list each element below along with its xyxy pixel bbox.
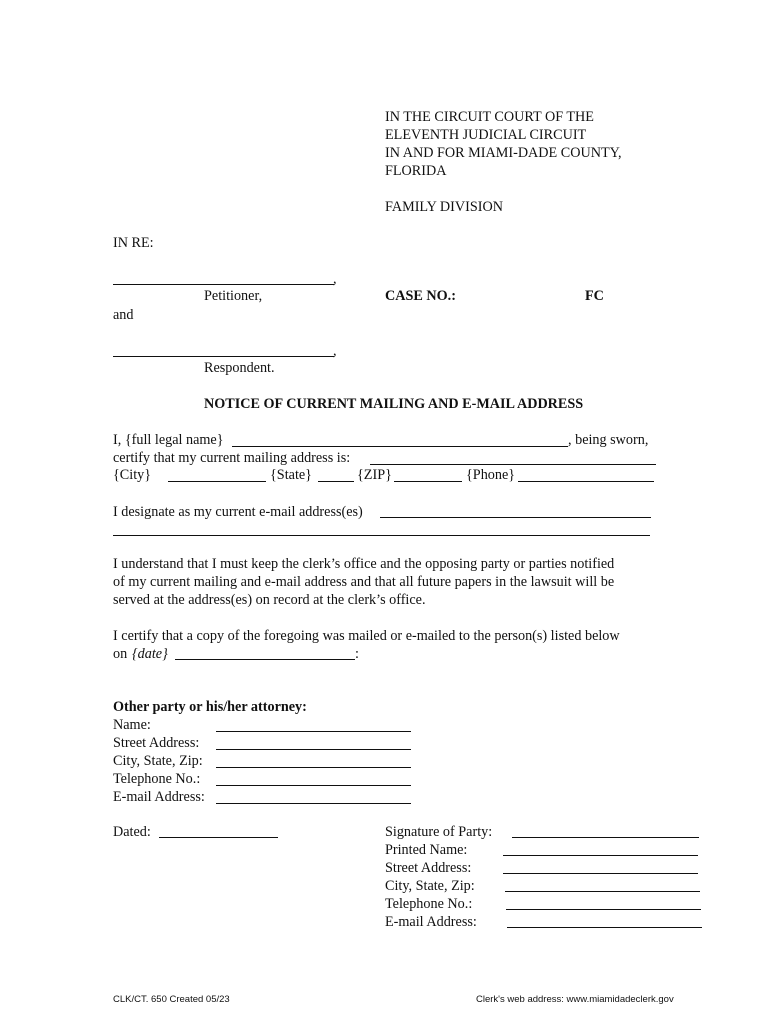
signature-telephone-field[interactable] [506, 909, 701, 910]
respondent-comma: , [333, 343, 337, 359]
mailing-address-label: certify that my current mailing address is: [113, 450, 351, 466]
email-field-line-1[interactable] [380, 517, 651, 518]
other-party-email-field[interactable] [216, 803, 411, 804]
printed-name-label: Printed Name: [385, 842, 468, 858]
case-no-label: CASE NO.: [385, 288, 456, 304]
email-field-line-2[interactable] [113, 535, 650, 536]
other-party-street-field[interactable] [216, 749, 411, 750]
respondent-name-field[interactable] [113, 356, 334, 357]
respondent-label: Respondent. [204, 360, 275, 376]
court-name-line-4: FLORIDA [385, 163, 447, 179]
and-label: and [113, 307, 134, 323]
other-party-street-label: Street Address: [113, 735, 200, 751]
zip-field[interactable] [394, 481, 462, 482]
document-title: NOTICE OF CURRENT MAILING AND E-MAIL ADDRESS [204, 396, 584, 412]
other-party-city-field[interactable] [216, 767, 411, 768]
division-label: FAMILY DIVISION [385, 199, 503, 215]
signature-email-field[interactable] [507, 927, 702, 928]
petitioner-comma: , [333, 271, 337, 287]
certify-colon: : [355, 646, 359, 662]
sworn-suffix: , being sworn, [568, 432, 649, 448]
petitioner-name-field[interactable] [113, 284, 334, 285]
city-label: {City} [113, 467, 152, 483]
zip-label: {ZIP} [357, 467, 392, 483]
printed-name-field[interactable] [503, 855, 698, 856]
in-re-label: IN RE: [113, 235, 154, 251]
other-party-telephone-label: Telephone No.: [113, 771, 201, 787]
case-type-suffix: FC [585, 288, 604, 304]
understand-line-1: I understand that I must keep the clerk’s office and the opposing party or parties notified [113, 556, 615, 572]
phone-label: {Phone} [466, 467, 516, 483]
dated-label: Dated: [113, 824, 151, 840]
signature-city-label: City, State, Zip: [385, 878, 475, 894]
other-party-name-label: Name: [113, 717, 151, 733]
signature-label: Signature of Party: [385, 824, 493, 840]
court-name-line-2: ELEVENTH JUDICIAL CIRCUIT [385, 127, 587, 143]
signature-street-field[interactable] [503, 873, 698, 874]
full-legal-name-field[interactable] [232, 446, 568, 447]
mailing-address-field[interactable] [370, 464, 656, 465]
certify-date-field[interactable] [175, 659, 355, 660]
other-party-name-field[interactable] [216, 731, 411, 732]
sworn-name-prefix: I, {full legal name} [113, 432, 224, 448]
court-name-line-3: IN AND FOR MIAMI-DADE COUNTY, [385, 145, 622, 161]
other-party-city-label: City, State, Zip: [113, 753, 203, 769]
signature-city-field[interactable] [505, 891, 700, 892]
other-party-heading: Other party or his/her attorney: [113, 699, 307, 715]
certify-date-label: {date} [132, 646, 168, 662]
understand-line-3: served at the address(es) on record at the clerk’s office. [113, 592, 426, 608]
understand-line-2: of my current mailing and e-mail address and that all future papers in the lawsuit will be [113, 574, 615, 590]
petitioner-label: Petitioner, [204, 288, 263, 304]
form-id: CLK/CT. 650 Created 05/23 [113, 994, 230, 1005]
certify-on-label: on [113, 646, 128, 662]
certify-copy-line-1: I certify that a copy of the foregoing was mailed or e-mailed to the person(s) listed below [113, 628, 620, 644]
city-field[interactable] [168, 481, 266, 482]
dated-field[interactable] [159, 837, 278, 838]
clerk-website: Clerk's web address: www.miamidadeclerk.gov [476, 994, 674, 1005]
signature-street-label: Street Address: [385, 860, 472, 876]
other-party-email-label: E-mail Address: [113, 789, 205, 805]
signature-field[interactable] [512, 837, 699, 838]
signature-email-label: E-mail Address: [385, 914, 477, 930]
court-name-line-1: IN THE CIRCUIT COURT OF THE [385, 109, 594, 125]
phone-field[interactable] [518, 481, 654, 482]
other-party-telephone-field[interactable] [216, 785, 411, 786]
state-label: {State} [270, 467, 312, 483]
email-designate-label: I designate as my current e-mail address(es) [113, 504, 363, 520]
state-field[interactable] [318, 481, 354, 482]
signature-telephone-label: Telephone No.: [385, 896, 473, 912]
